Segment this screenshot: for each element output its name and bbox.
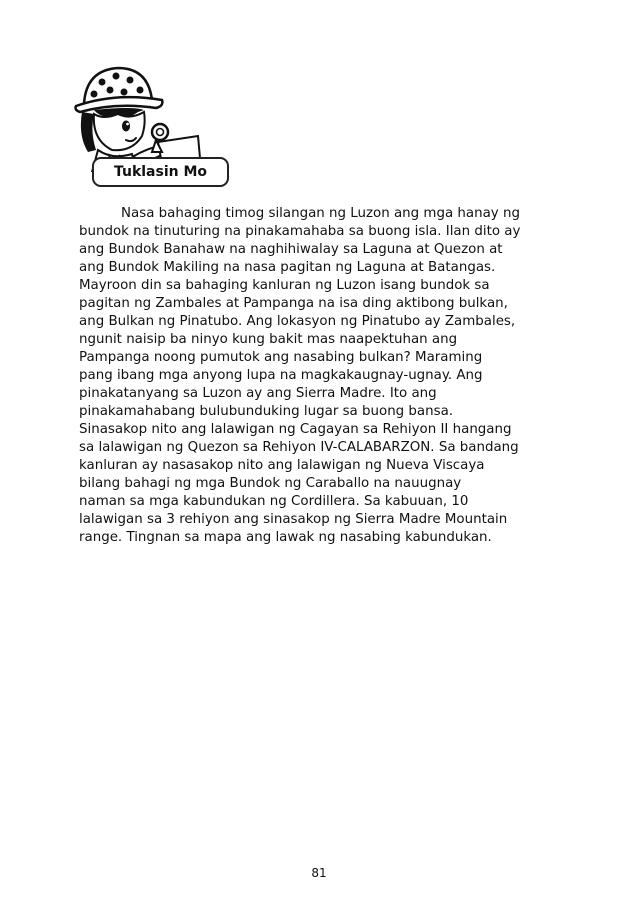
paragraph-line: naman sa mga kabundukan ng Cordillera. Sa kabuuan, 10: [79, 494, 469, 509]
paragraph-line: pang ibang mga anyong lupa na magkakaugnay-ugnay. Ang: [79, 368, 483, 383]
paragraph-line: bundok na tinuturing na pinakamahaba sa buong isla. Ilan dito ay: [79, 224, 521, 239]
paragraph-line: ngunit naisip ba ninyo kung bakit mas naapektuhan ang: [79, 332, 458, 347]
paragraph-line: Sinasakop nito ang lalawigan ng Cagayan sa Rehiyon II hangang: [79, 422, 512, 437]
paragraph-line: Nasa bahaging timog silangan ng Luzon ang mga hanay ng: [121, 206, 520, 221]
paragraph-line: pinakatanyang sa Luzon ay ang Sierra Madre. Ito ang: [79, 386, 437, 401]
page-number: 81: [311, 866, 327, 880]
paragraph-line: Pampanga noong pumutok ang nasabing bulkan? Maraming: [79, 350, 483, 365]
paragraph-line: range. Tingnan sa mapa ang lawak ng nasabing kabundukan.: [79, 530, 492, 545]
paragraph-line: ang Bundok Banahaw na naghihiwalay sa Laguna at Quezon at: [79, 242, 503, 257]
paragraph-line: lalawigan sa 3 rehiyon ang sinasakop ng Sierra Madre Mountain: [79, 512, 508, 527]
section-title: Tuklasin Mo: [92, 157, 229, 187]
paragraph-line: bilang bahagi ng mga Bundok ng Caraballo na nauugnay: [79, 476, 462, 491]
paragraph-line: sa lalawigan ng Quezon sa Rehiyon IV-CALABARZON. Sa bandang: [79, 440, 519, 455]
paragraph-line: ang Bulkan ng Pinatubo. Ang lokasyon ng Pinatubo ay Zambales,: [79, 314, 516, 329]
paragraph-line: pinakamahabang bulubunduking lugar sa buong bansa.: [79, 404, 454, 419]
paragraph-line: pagitan ng Zambales at Pampanga na isa ding aktibong bulkan,: [79, 296, 508, 311]
lesson-paragraph: [79, 205, 565, 547]
paragraph-line: ang Bundok Makiling na nasa pagitan ng Laguna at Batangas.: [79, 260, 496, 275]
paragraph-line: Mayroon din sa bahaging kanluran ng Luzon isang bundok sa: [79, 278, 490, 293]
paragraph-line: kanluran ay nasasakop nito ang lalawigan ng Nueva Viscaya: [79, 458, 485, 473]
